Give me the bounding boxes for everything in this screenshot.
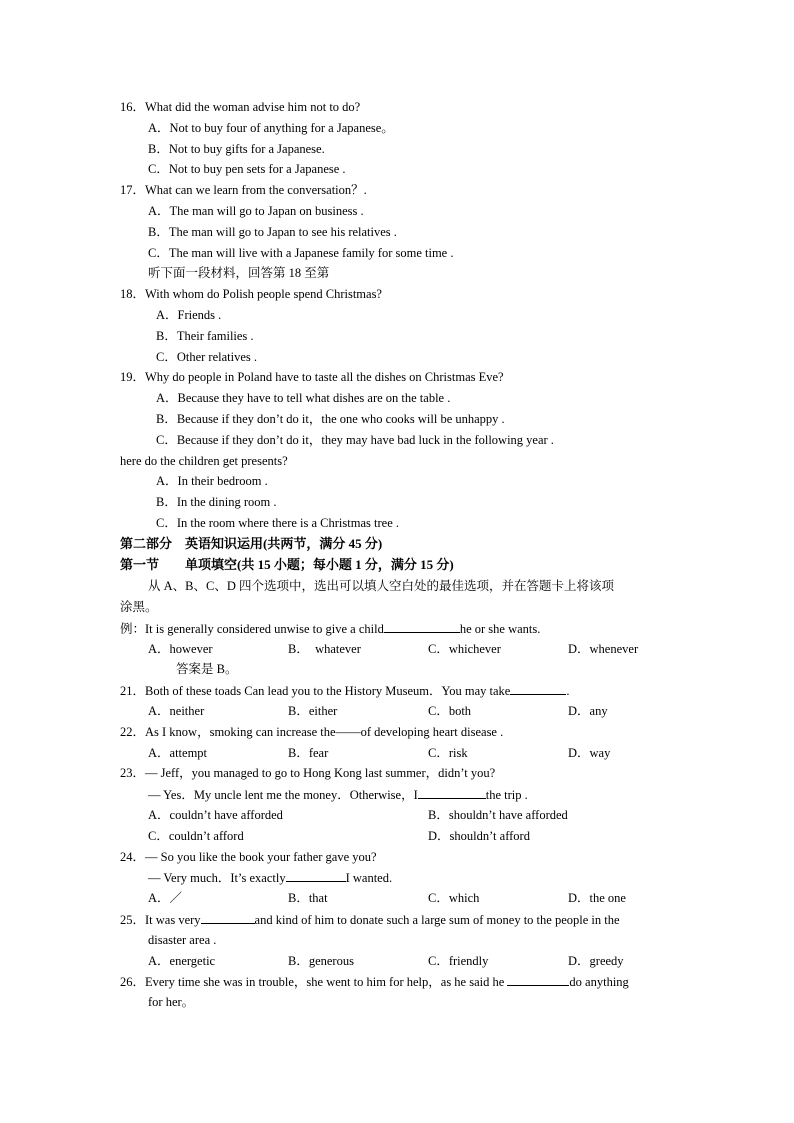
answer-blank — [384, 620, 460, 633]
question-21-option-d: D．any — [568, 704, 608, 718]
question-18-option-b: B．Their families . — [156, 329, 254, 343]
question-25-line2: disaster area . — [148, 933, 217, 947]
question-18-option-c: C．Other relatives . — [156, 350, 258, 364]
question-16-option-b: B．Not to buy gifts for a Japanese. — [148, 142, 325, 156]
question-23-line2-text: — Yes．My uncle lent me the money．Otherwise，I — [148, 788, 418, 802]
question-19-option-b: B．Because if they don’t do it，the one who cooks will be unhappy . — [156, 412, 505, 426]
question-24-line1: 24．— So you like the book your father gave you? — [120, 850, 377, 864]
part-two-heading: 第二部分 英语知识运用(共两节，满分 45 分) — [120, 536, 383, 551]
answer-blank — [201, 911, 255, 924]
example-stem-tail: he or she wants. — [459, 622, 541, 636]
example-answer: 答案是 B。 — [176, 662, 238, 676]
question-20-option-b: B．In the dining room . — [156, 495, 277, 509]
question-19-stem: 19．Why do people in Poland have to taste all the dishes on Christmas Eve? — [120, 370, 504, 384]
question-17-option-a: A．The man will go to Japan on business . — [148, 204, 364, 218]
question-22-option-d: D．way — [568, 746, 611, 760]
question-21-option-b: B．either — [288, 704, 338, 718]
question-25-option-c: C．friendly — [428, 954, 489, 968]
question-17-option-b: B．The man will go to Japan to see his relatives . — [148, 225, 397, 239]
question-23-option-a: A．couldn’t have afforded — [148, 808, 283, 822]
listening-instruction: 听下面一段材料，回答第 18 至第 — [148, 266, 330, 280]
example-option-b: B． whatever — [288, 642, 361, 656]
question-21-stem — [120, 682, 569, 699]
question-26-tail: do anything — [569, 975, 629, 989]
example-option-d: D．whenever — [568, 642, 639, 656]
question-21-text: 21．Both of these toads Can lead you to the History Museum．You may take — [120, 684, 511, 698]
question-16-option-c: C．Not to buy pen sets for a Japanese . — [148, 162, 346, 176]
question-23-option-c: C．couldn’t afford — [148, 829, 244, 843]
question-21-tail: . — [566, 684, 570, 698]
question-23-line1: 23．— Jeff，you managed to go to Hong Kong last summer，didn’t you? — [120, 766, 496, 780]
question-23-line2-tail: the trip . — [485, 788, 528, 802]
question-25-option-d: D．greedy — [568, 954, 624, 968]
question-26-stem — [120, 973, 629, 990]
question-24-line2-tail: I wanted. — [345, 871, 393, 885]
question-19-option-a: A．Because they have to tell what dishes are on the table . — [156, 391, 451, 405]
question-26-text: 26．Every time she was in trouble，she went to him for help，as he said he — [120, 975, 505, 989]
question-24-option-c: C．which — [428, 891, 480, 905]
question-24-option-d: D．the one — [568, 891, 626, 905]
question-20-stem: here do the children get presents? — [120, 454, 288, 468]
section-instruction-line2: 涂黑。 — [120, 600, 158, 614]
question-22-option-c: C．risk — [428, 746, 468, 760]
question-23-option-d: D．shouldn’t afford — [428, 829, 530, 843]
question-21-option-c: C．both — [428, 704, 472, 718]
question-16-option-a: A．Not to buy four of anything for a Japanese。 — [148, 121, 394, 135]
section-one-heading: 第一节 单项填空(共 15 小题；每小题 1 分，满分 15 分) — [120, 557, 454, 572]
question-22-stem: 22．As I know，smoking can increase the——of developing heart disease . — [120, 725, 504, 739]
question-16-stem: 16．What did the woman advise him not to do? — [120, 100, 361, 114]
question-24-line2 — [148, 869, 392, 886]
question-25-option-a: A．energetic — [148, 954, 216, 968]
question-22-option-b: B．fear — [288, 746, 329, 760]
question-21-option-a: A．neither — [148, 704, 205, 718]
question-20-option-a: A．In their bedroom . — [156, 474, 268, 488]
question-19-option-c: C．Because if they don’t do it，they may have bad luck in the following year . — [156, 433, 554, 447]
answer-blank — [507, 973, 569, 986]
question-20-option-c: C．In the room where there is a Christmas tree . — [156, 516, 399, 530]
question-25-text: 25．It was very — [120, 913, 201, 927]
question-24-line2-text: — Very much．It’s exactly — [148, 871, 286, 885]
question-17-option-c: C．The man will live with a Japanese family for some time . — [148, 246, 454, 260]
example-option-a: A．however — [148, 642, 213, 656]
question-26-line2: for her。 — [148, 995, 195, 1009]
example-stem — [120, 620, 540, 637]
question-25-tail: and kind of him to donate such a large sum of money to the people in the — [254, 913, 620, 927]
question-17-stem: 17．What can we learn from the conversation？. — [120, 183, 367, 197]
question-24-option-b: B．that — [288, 891, 328, 905]
answer-blank — [510, 682, 566, 695]
question-23-option-b: B．shouldn’t have afforded — [428, 808, 568, 822]
question-18-option-a: A．Friends . — [156, 308, 222, 322]
example-stem-text: 例：It is generally considered unwise to give a child — [120, 622, 384, 636]
question-24-option-a: A．／ — [148, 891, 183, 905]
example-option-c: C．whichever — [428, 642, 501, 656]
section-instruction-line1: 从 A、B、C、D 四个选项中，选出可以填人空白处的最佳选项，并在答题卡上将该项 — [148, 579, 614, 593]
answer-blank — [418, 786, 486, 799]
question-25-stem — [120, 911, 620, 928]
question-22-option-a: A．attempt — [148, 746, 208, 760]
question-18-stem: 18．With whom do Polish people spend Christmas? — [120, 287, 382, 301]
answer-blank — [286, 869, 346, 882]
question-23-line2 — [148, 786, 528, 803]
question-25-option-b: B．generous — [288, 954, 354, 968]
